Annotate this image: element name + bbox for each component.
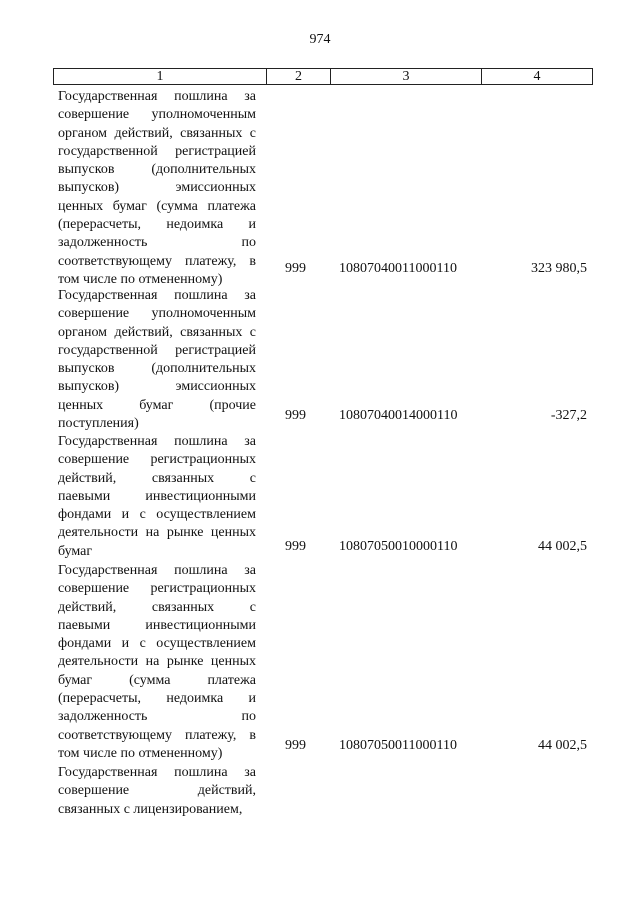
description-line: Государственная пошлина за (58, 765, 256, 780)
amount: 323 980,5 (531, 261, 587, 276)
description-line: совершение уполномоченным (58, 306, 256, 322)
description-line: государственной регистрацией (58, 342, 256, 358)
description-line: бумаг (58, 543, 93, 559)
row-description (58, 88, 256, 289)
description-line: государственной регистрацией (58, 143, 256, 159)
description-line: выпусков (дополнительных (58, 361, 256, 377)
header-col-2: 2 (266, 69, 330, 84)
admin-code: 999 (285, 738, 306, 753)
description-line: Государственная пошлина за (58, 563, 256, 578)
description-line: ценных бумаг (прочие (58, 397, 256, 413)
description-line: (перерасчеты, недоимка и (58, 217, 256, 233)
table-header (53, 68, 593, 85)
row-description (58, 287, 256, 433)
description-line: совершение регистрационных (58, 581, 256, 597)
admin-code: 999 (285, 261, 306, 276)
amount: -327,2 (550, 408, 587, 423)
description-line: деятельности на рынке ценных (58, 525, 256, 541)
description-line: задолженность по (58, 709, 256, 725)
description-line: задолженность по (58, 235, 256, 251)
description-line: деятельности на рынке ценных (58, 654, 256, 670)
description-line: действий, связанных с (58, 470, 256, 486)
amount: 44 002,5 (538, 539, 587, 554)
description-line: действий, связанных с (58, 599, 256, 615)
description-line: Государственная пошлина за (58, 89, 256, 104)
description-line: совершение действий, (58, 783, 256, 799)
header-col-1: 1 (156, 69, 164, 84)
kbk-code: 10807040014000110 (339, 408, 458, 423)
admin-code: 999 (285, 539, 306, 554)
description-line: том числе по отмененному) (58, 271, 223, 287)
description-line: фондами и с осуществлением (58, 507, 256, 523)
description-line: выпусков) эмиссионных (58, 379, 256, 395)
description-line: выпусков (дополнительных (58, 162, 256, 178)
description-line: поступления) (58, 416, 139, 432)
description-line: совершение регистрационных (58, 452, 256, 468)
row-description (58, 764, 256, 819)
description-line: бумаг (сумма платежа (58, 672, 256, 688)
page-number: 974 (309, 32, 331, 47)
header-col-3: 3 (330, 69, 481, 84)
description-line: паевыми инвестиционными (58, 488, 256, 504)
admin-code: 999 (285, 408, 306, 423)
description-line: соответствующему платежу, в (58, 727, 256, 743)
amount: 44 002,5 (538, 738, 587, 753)
description-line: соответствующему платежу, в (58, 253, 256, 269)
description-line: Государственная пошлина за (58, 288, 256, 303)
description-line: Государственная пошлина за (58, 434, 256, 449)
description-line: паевыми инвестиционными (58, 617, 256, 633)
description-line: том числе по отмененному) (58, 745, 223, 761)
description-line: фондами и с осуществлением (58, 636, 256, 652)
kbk-code: 10807040011000110 (339, 261, 457, 276)
description-line: органом действий, связанных с (58, 125, 256, 141)
header-col-4: 4 (481, 69, 592, 84)
kbk-code: 10807050011000110 (339, 738, 457, 753)
description-line: органом действий, связанных с (58, 324, 256, 340)
description-line: выпусков) эмиссионных (58, 180, 256, 196)
description-line: связанных с лицензированием, (58, 801, 243, 817)
row-description (58, 562, 256, 763)
description-line: (перерасчеты, недоимка и (58, 691, 256, 707)
description-line: ценных бумаг (сумма платежа (58, 198, 256, 214)
kbk-code: 10807050010000110 (339, 539, 458, 554)
row-description (58, 433, 256, 561)
description-line: совершение уполномоченным (58, 107, 256, 123)
